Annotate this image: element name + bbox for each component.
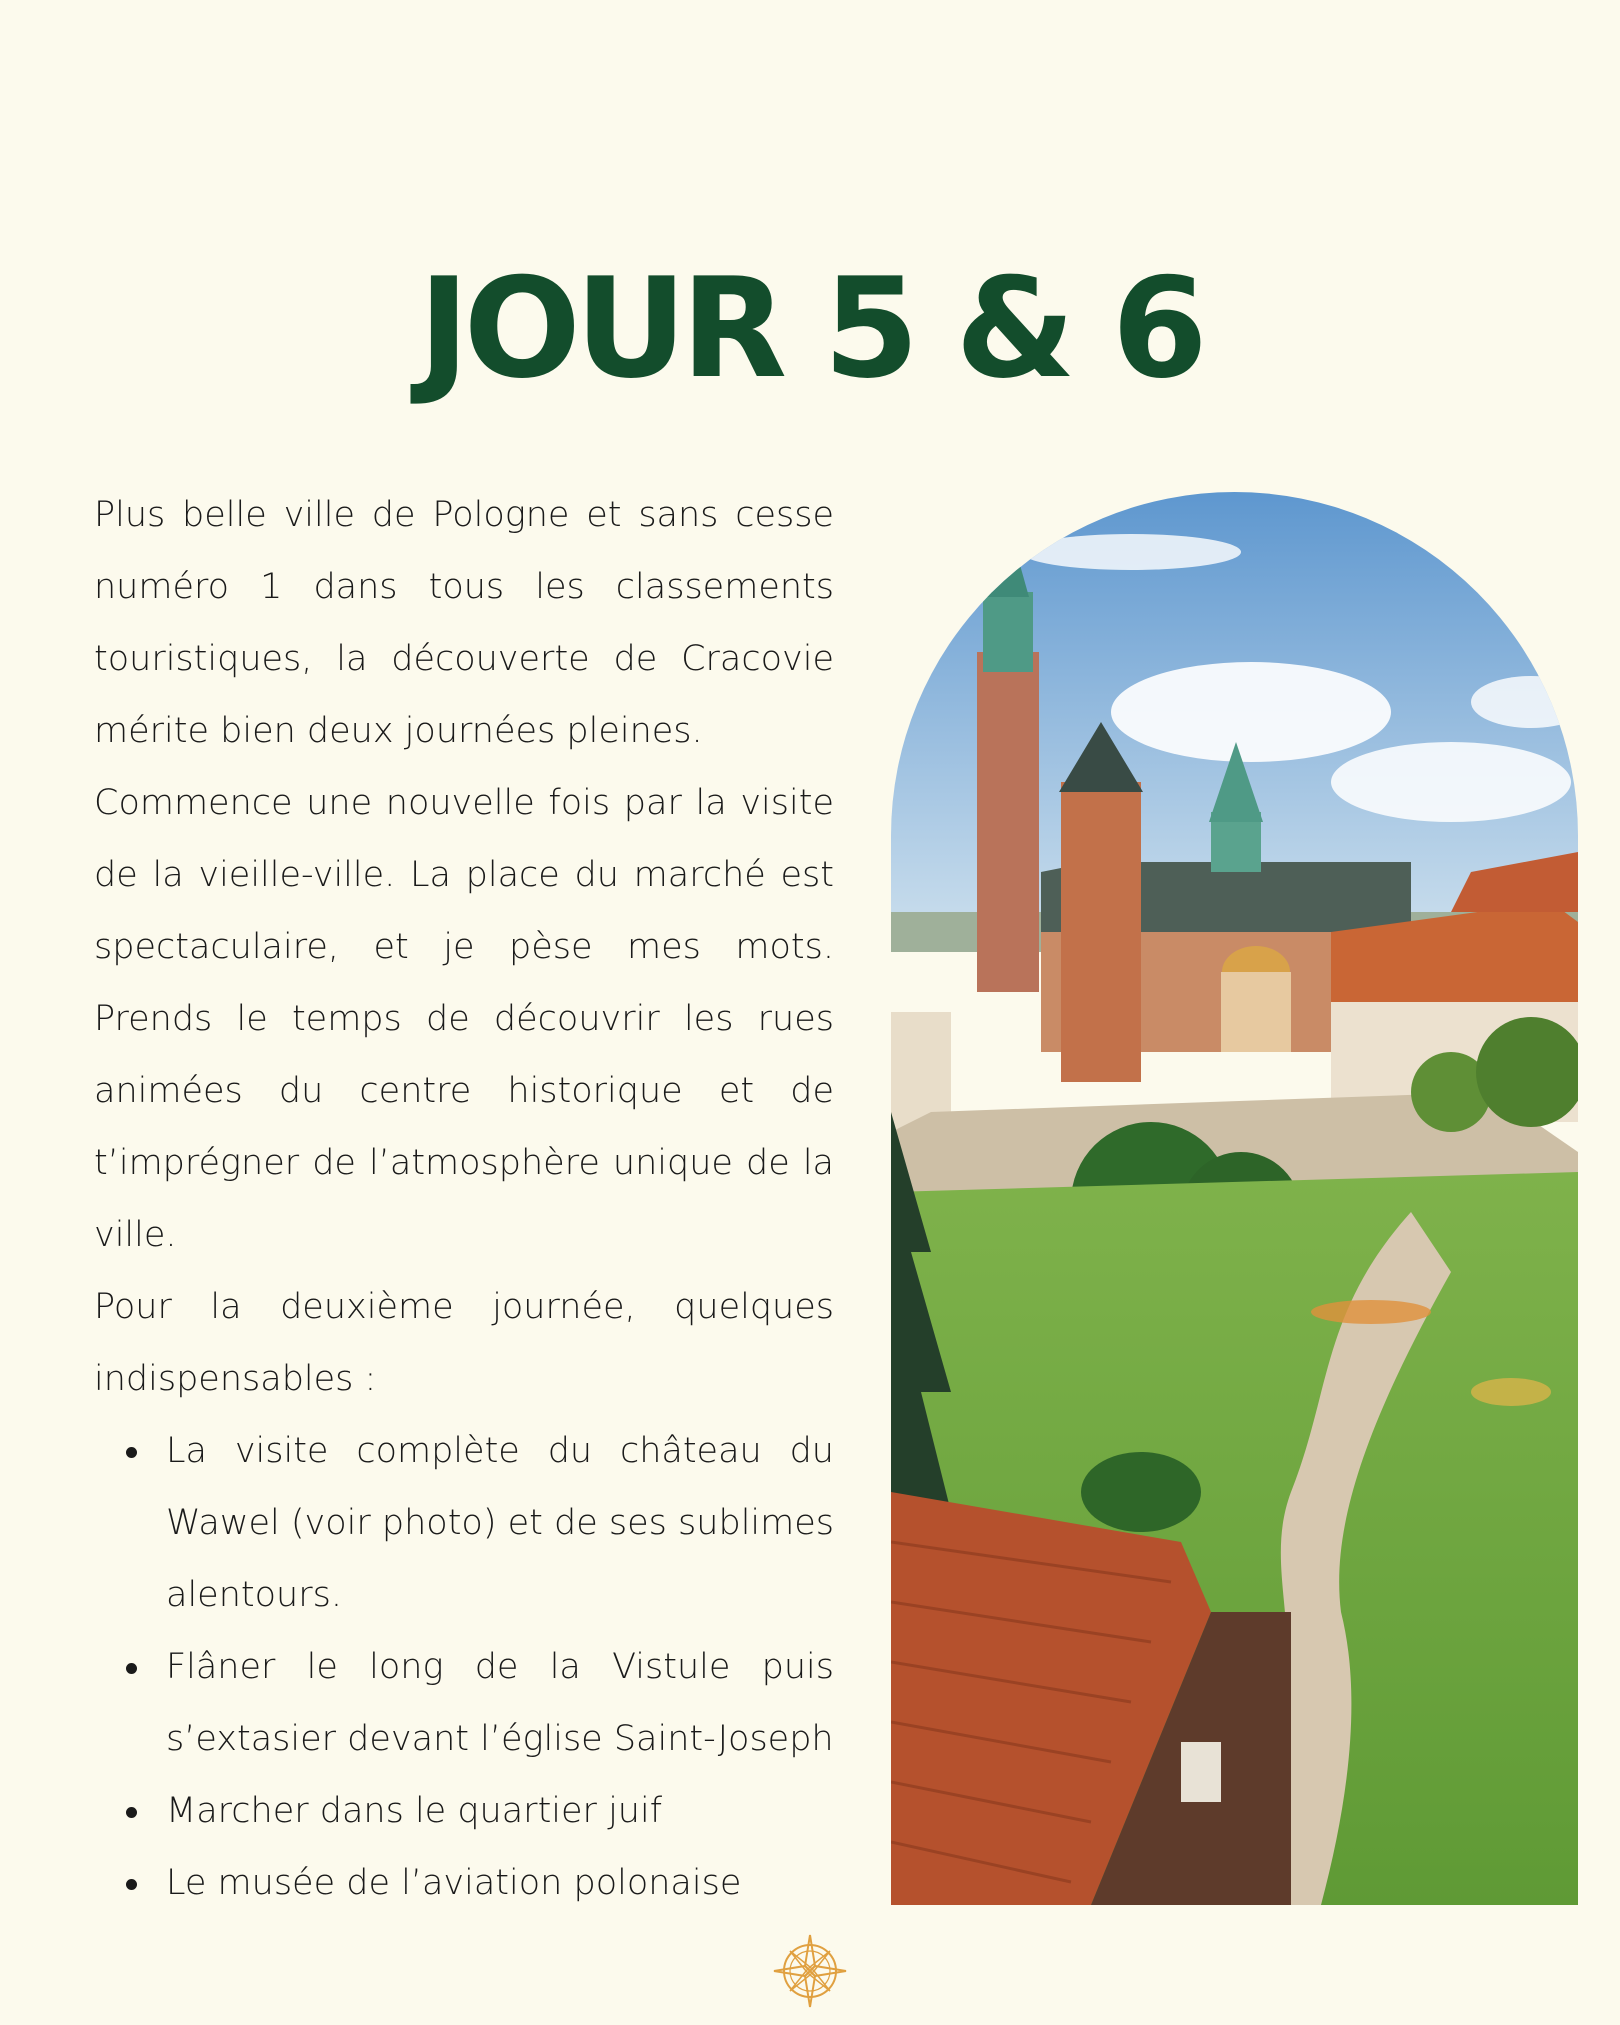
page-title: JOUR 5 & 6 [418, 248, 1202, 410]
list-item: Marcher dans le quartier juif [94, 1775, 834, 1847]
compass-rose-icon [772, 1933, 848, 2009]
paragraph-intro: Plus belle ville de Pologne et sans cesse numéro 1 dans tous les classements touristiques, la découverte de Cracovie mérite bien deux journées pleines. [94, 495, 834, 751]
body-text [94, 479, 834, 1919]
list-item: Flâner le long de la Vistule puis s’extasier devant l’église Saint-Joseph [94, 1631, 834, 1775]
must-see-list [94, 1415, 834, 1919]
paragraph-day-one: Commence une nouvelle fois par la visite de la vieille-ville. La place du marché est spectaculaire, et je pèse mes mots. Prends le temps de découvrir les rues animées du centre historique et de t’imprégner de l’atmosphère unique de la ville. [94, 783, 834, 1255]
list-item: La visite complète du château du Wawel (voir photo) et de ses sublimes alentours. [94, 1415, 834, 1631]
list-item: Le musée de l’aviation polonaise [94, 1847, 834, 1919]
paragraph-day-two: Pour la deuxième journée, quelques indispensables : [94, 1287, 834, 1399]
wawel-castle-photo [891, 492, 1578, 1905]
